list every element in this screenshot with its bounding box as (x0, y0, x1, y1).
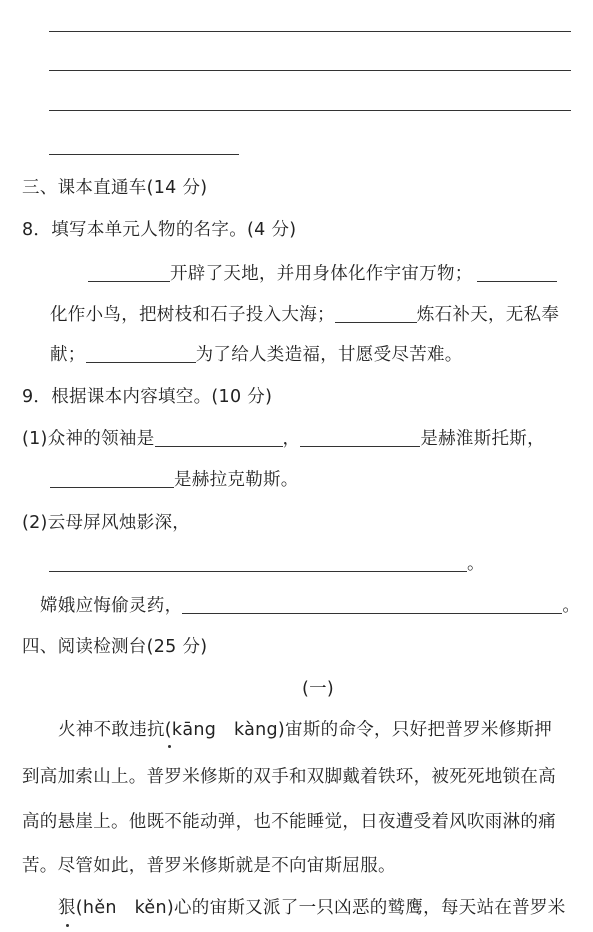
q8-line2-text-b: 炼石补天，无私奉 (416, 305, 560, 325)
para1-line-4: 苦。尽管如此，普罗米修斯就是不向宙斯屈服。 (22, 856, 396, 876)
answer-line-1 (49, 31, 571, 32)
section4-heading: 四、阅读检测台(25 分) (22, 637, 208, 657)
q9-prompt: 9．根据课本内容填空。(10 分) (22, 387, 273, 407)
q8-line3-text-a: 献； (50, 345, 86, 365)
para1-line-2: 到高加索山上。普罗米修斯的双手和双脚戴着铁环，被死死地锁在高 (22, 767, 556, 787)
q8-blank-2[interactable] (477, 264, 557, 282)
q8-line3-text-b: 为了给人类造福，甘愿受尽苦难。 (195, 345, 463, 365)
para1-line-1: 火神不敢违抗(kāng kàng)宙斯的命令，只好把普罗米修斯押 (58, 720, 553, 740)
q9-part2-line-1: (2)云母屏风烛影深， (22, 513, 191, 533)
q9-part2-line-3 (40, 594, 580, 618)
q9-blank-4[interactable] (49, 554, 467, 572)
q9-blank-2[interactable] (300, 429, 420, 447)
answer-line-2 (49, 70, 571, 71)
q9-part2-line-2 (49, 552, 485, 576)
q8-prompt: 8．填写本单元人物的名字。(4 分) (22, 220, 297, 240)
para1-line-3: 高的悬崖上。他既不能动弹，也不能睡觉，日夜遭受着风吹雨淋的痛 (22, 812, 556, 832)
emphasis-dot-1 (168, 745, 171, 748)
q8-blank-4[interactable] (86, 345, 196, 363)
q8-line2-text-a: 化作小鸟，把树枝和石子投入大海； (50, 305, 335, 325)
q8-blank-3[interactable] (335, 305, 417, 323)
q9-part2-period: 。 (467, 554, 485, 574)
q9-part2-period-2: 。 (562, 596, 581, 616)
q9-part1-line-1 (22, 427, 545, 451)
para2-line-1: 狠(hěn kěn)心的宙斯又派了一只凶恶的鹫鹰，每天站在普罗米 (58, 898, 566, 918)
emphasis-dot-2 (66, 924, 69, 927)
q8-line-2 (50, 303, 559, 327)
q9-blank-1[interactable] (155, 429, 283, 447)
section3-heading: 三、课本直通车(14 分) (22, 178, 208, 198)
q9-part1-tail: 是赫淮斯托斯， (420, 429, 545, 449)
q9-blank-5[interactable] (182, 596, 562, 614)
q8-line-1 (88, 262, 557, 286)
q8-blank-1[interactable] (88, 264, 170, 282)
q9-part1-line2-text: 是赫拉克勒斯。 (174, 470, 299, 490)
q9-part2-line3-text: 嫦娥应悔偷灵药， (40, 596, 183, 616)
q9-blank-3[interactable] (50, 470, 174, 488)
answer-line-3 (49, 110, 571, 111)
q9-part1-comma: ， (282, 429, 301, 449)
passage-label: (一) (301, 679, 335, 699)
q9-part1-line-2 (50, 468, 299, 492)
q9-part1-label: (1)众神的领袖是 (22, 429, 155, 449)
q8-line1-text: 开辟了天地，并用身体化作宇宙万物； (170, 264, 473, 284)
answer-line-4 (49, 154, 239, 155)
q8-line-3 (50, 343, 463, 367)
